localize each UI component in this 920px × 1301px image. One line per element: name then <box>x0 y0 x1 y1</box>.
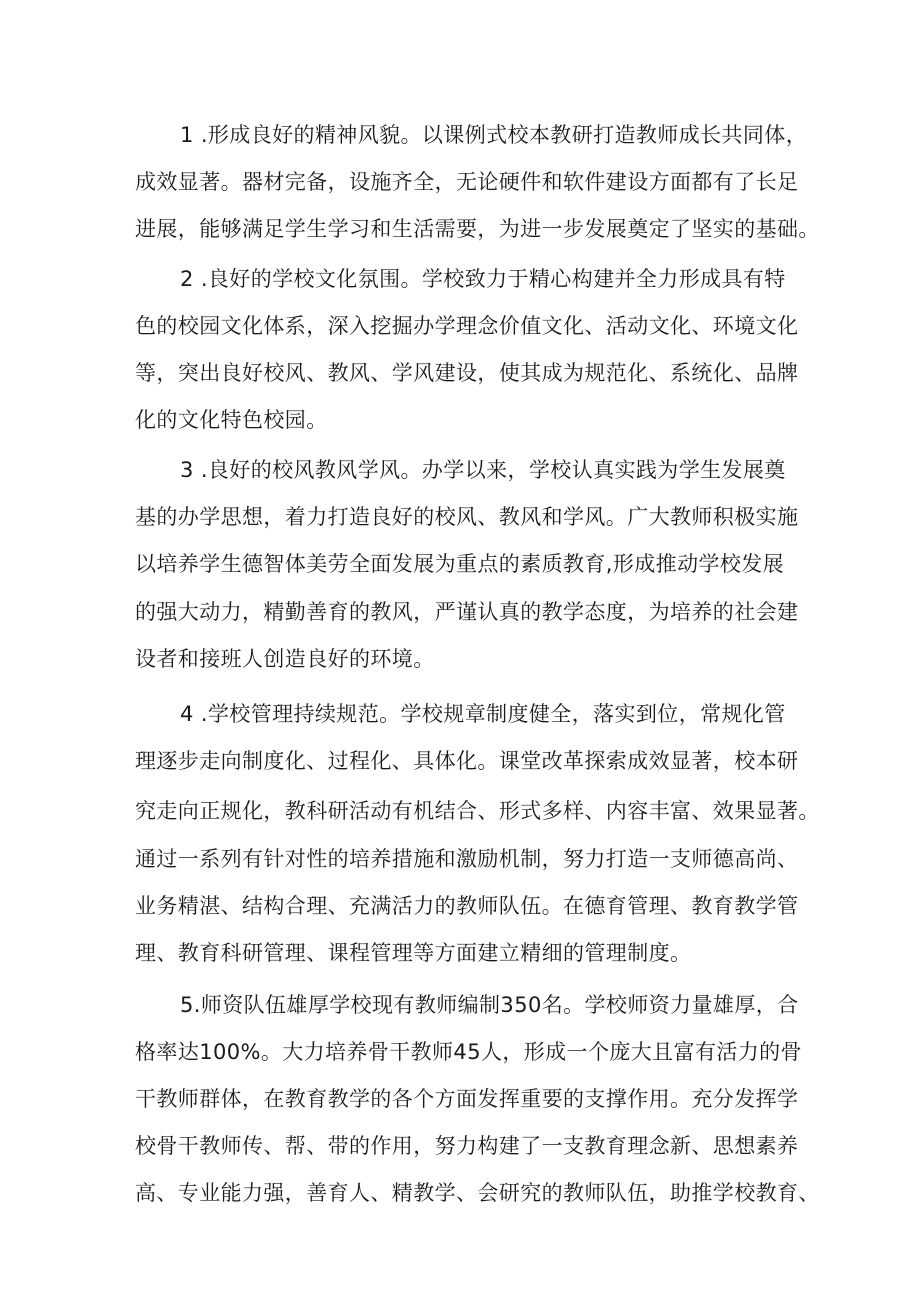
paragraph-5-line-4: 校骨干教师传、帮、带的作用，努力构建了一支教育理念新、思想素养 <box>135 1134 799 1158</box>
paragraph-1-line-1: 1 .形成良好的精神风貌。以课例式校本教研打造教师成长共同体， <box>180 123 808 147</box>
paragraph-5-line-5: 高、专业能力强，善育人、精教学、会研究的教师队伍，助推学校教育、 <box>135 1181 820 1205</box>
paragraph-2-line-3: 等，突出良好校风、教风、学风建设，使其成为规范化、系统化、品牌 <box>135 361 799 385</box>
paragraph-3-line-3: 以培养学生德智体美劳全面发展为重点的素质教育,形成推动学校发展 <box>135 552 785 576</box>
paragraph-5-line-3: 干教师群体，在教育教学的各个方面发挥重要的支撑作用。充分发挥学 <box>135 1087 799 1111</box>
paragraph-4-line-3: 究走向正规化，教科研活动有机结合、形式多样、内容丰富、效果显著。 <box>135 799 820 823</box>
paragraph-2-line-1: 2 .良好的学校文化氛围。学校致力于精心构建并全力形成具有特 <box>180 267 786 291</box>
paragraph-1-line-3: 进展，能够满足学生学习和生活需要，为进一步发展奠定了坚实的基础。 <box>135 217 820 241</box>
paragraph-5-line-2: 格率达100%。大力培养骨干教师45人，形成一个庞大且富有活力的骨 <box>135 1040 802 1064</box>
paragraph-4-line-4: 通过一系列有针对性的培养措施和激励机制，努力打造一支师德高尚、 <box>135 847 799 871</box>
paragraph-3-line-5: 设者和接班人创造良好的环境。 <box>135 647 435 671</box>
paragraph-4-line-5: 业务精湛、结构合理、充满活力的教师队伍。在德育管理、教育教学管 <box>135 894 799 918</box>
paragraph-2-line-4: 化的文化特色校园。 <box>135 408 328 432</box>
paragraph-3-line-4: 的强大动力，精勤善育的教风，严谨认真的教学态度，为培养的社会建 <box>135 600 799 624</box>
paragraph-4-line-2: 理逐步走向制度化、过程化、具体化。课堂改革探索成效显著，校本研 <box>135 749 799 773</box>
paragraph-5-line-1: 5.师资队伍雄厚学校现有教师编制350名。学校师资力量雄厚，合 <box>180 993 799 1017</box>
paragraph-4-line-1: 4 .学校管理持续规范。学校规章制度健全，落实到位，常规化管 <box>180 702 786 726</box>
paragraph-4-line-6: 理、教育科研管理、课程管理等方面建立精细的管理制度。 <box>135 941 692 965</box>
paragraph-1-line-2: 成效显著。器材完备，设施齐全，无论硬件和软件建设方面都有了长足 <box>135 170 799 194</box>
paragraph-3-line-2: 基的办学思想，着力打造良好的校风、教风和学风。广大教师积极实施 <box>135 505 799 529</box>
paragraph-3-line-1: 3 .良好的校风教风学风。办学以来，学校认真实践为学生发展奠 <box>180 458 786 482</box>
paragraph-2-line-2: 色的校园文化体系，深入挖掘办学理念价值文化、活动文化、环境文化 <box>135 314 799 338</box>
